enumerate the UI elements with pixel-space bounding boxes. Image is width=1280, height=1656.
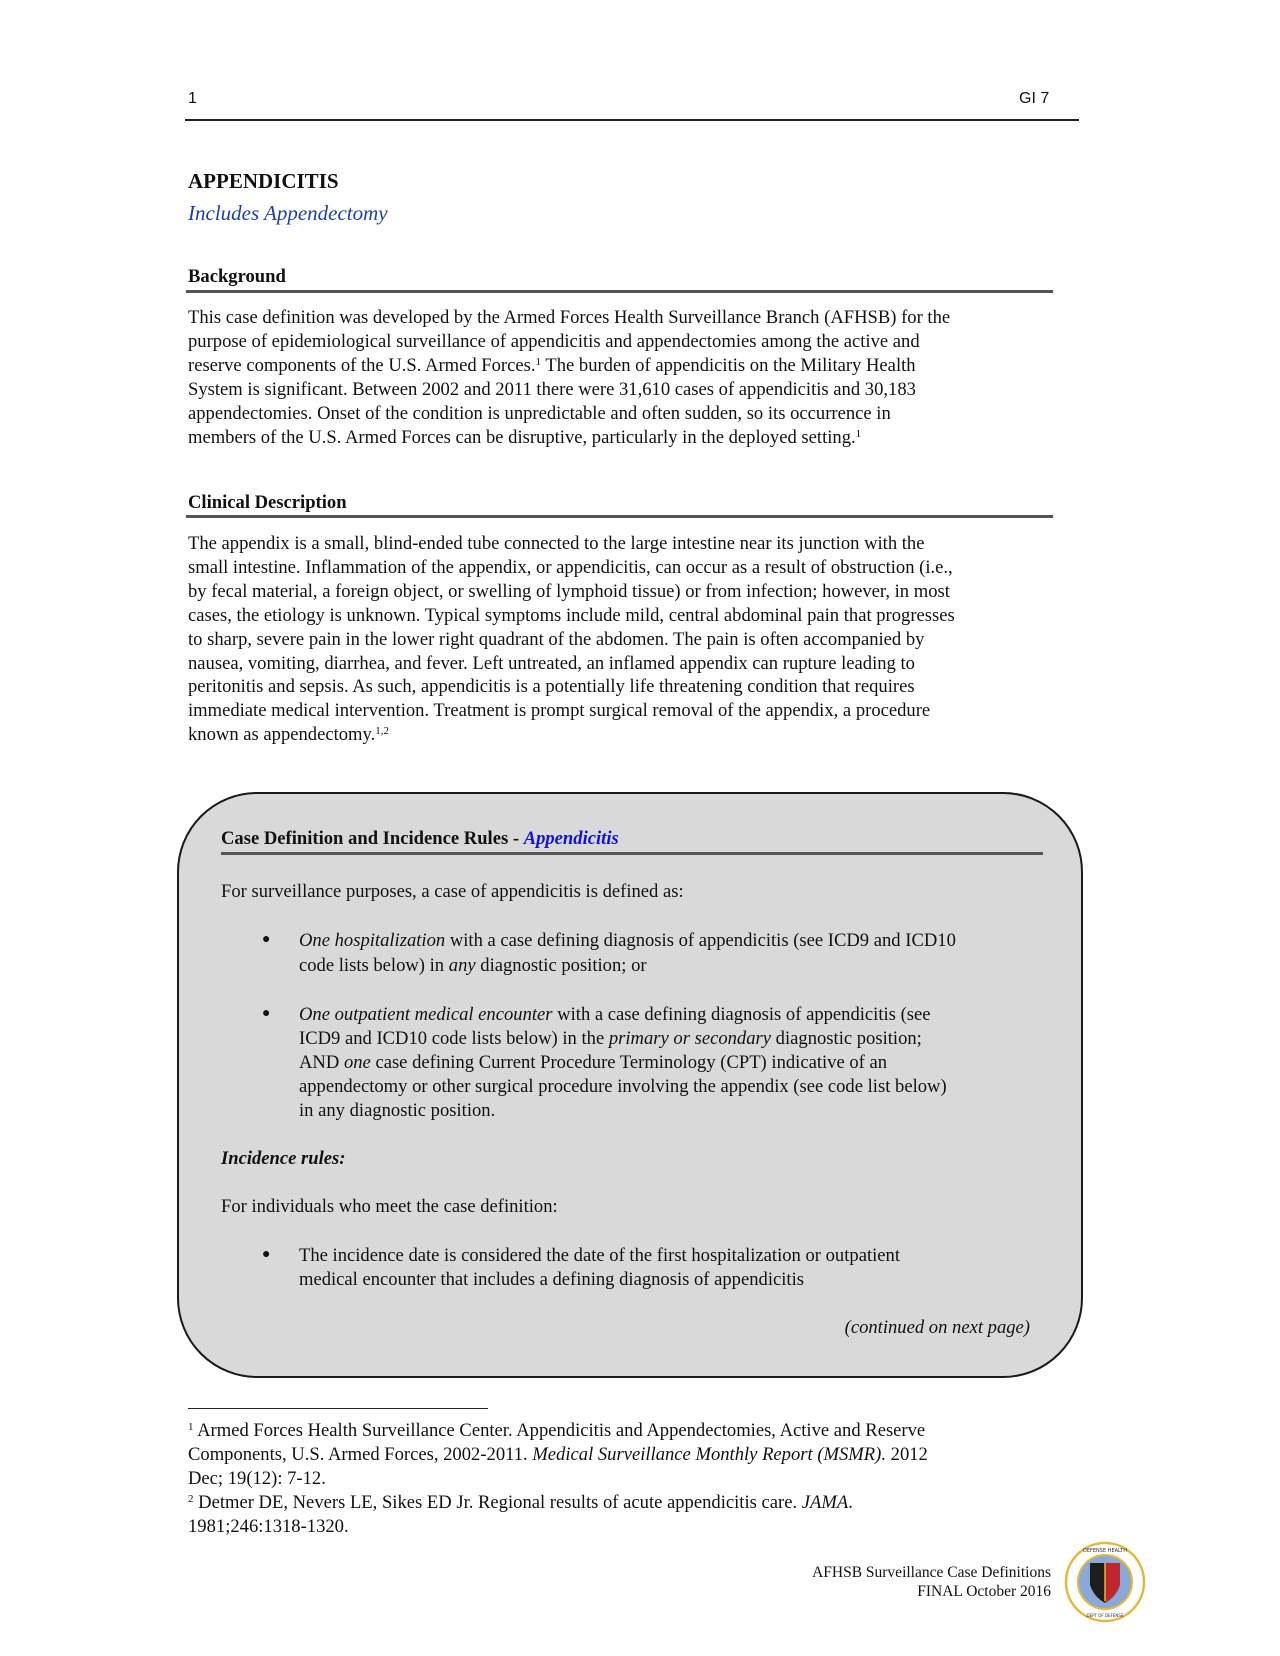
citation-marker: 1 [855,427,862,440]
case-box-heading-text: Case Definition and Incidence Rules - [221,828,524,849]
header-rule [185,119,1079,121]
footnote-rule [188,1408,488,1409]
text: code lists below) in [299,955,449,976]
footnote-1-line1 [188,1420,925,1442]
bullet-icon: ● [262,1006,271,1021]
footnote-2-line1 [188,1492,853,1514]
svg-text:DEFENSE HEALTH: DEFENSE HEALTH [1083,1548,1127,1554]
incidence-intro: For individuals who meet the case definition: [221,1196,558,1217]
text: known as appendectomy. [188,724,376,746]
text: One outpatient medical encounter [299,1004,553,1025]
background-line: appendectomies. Onset of the condition is unpredictable and often sudden, so its occurrence in [188,402,891,424]
clinical-line [188,724,389,746]
footer-line2: FINAL October 2016 [917,1583,1051,1600]
text: Detmer DE, Nevers LE, Sikes ED Jr. Regional results of acute appendicitis care. [193,1492,802,1513]
text: members of the U.S. Armed Forces can be disruptive, particularly in the deployed setting. [188,426,856,448]
footnote-2-line2: 1981;246:1318-1320. [188,1516,349,1537]
clinical-line: The appendix is a small, blind-ended tube connected to the large intestine near its junction with the [188,533,925,554]
bullet3-line1: The incidence date is considered the date of the first hospitalization or outpatient [299,1245,900,1266]
bullet3-line2: medical encounter that includes a defining diagnosis of appendicitis [299,1269,804,1290]
bullet1-line2 [299,955,647,977]
section-code: GI 7 [1019,90,1050,107]
citation-marker: 1,2 [375,725,390,738]
text: One hospitalization [299,930,446,951]
clinical-line: cases, the etiology is unknown. Typical symptoms include mild, central abdominal pain that progresses [188,604,955,626]
background-line: This case definition was developed by the Armed Forces Health Surveillance Branch (AFHSB) for the [188,307,951,328]
clinical-line: peritonitis and sepsis. As such, appendicitis is a potentially life threatening condition that requires [188,676,915,698]
bullet-icon: ● [262,932,271,947]
clinical-line: small intestine. Inflammation of the appendix, or appendicitis, can occur as a result of obstruction (i.e., [188,556,953,578]
bullet2-line2 [299,1028,922,1050]
footnote-1-line3: Dec; 19(12): 7-12. [188,1468,326,1489]
appendicitis-link[interactable]: Appendicitis [523,828,619,849]
background-line [188,427,861,449]
defense-health-agency-seal-logo [1064,1541,1146,1623]
footnote-1-line2 [188,1444,928,1466]
case-box-heading [221,828,619,850]
bullet-icon: ● [262,1247,271,1262]
incidence-heading: Incidence rules: [221,1148,346,1169]
background-line: System is significant. Between 2002 and 2011 there were 31,610 cases of appendicitis and 30,183 [188,378,916,400]
clinical-rule [186,515,1053,518]
citation-marker: 1 [535,355,542,368]
text: Medical Surveillance Monthly Report (MSMR). [532,1444,886,1465]
text: case defining Current Procedure Terminology (CPT) indicative of an [370,1052,888,1073]
text: diagnostic position; or [475,955,647,976]
footnote-marker: 2 [188,1493,194,1505]
bullet2-line5: in any diagnostic position. [299,1100,496,1121]
page-number: 1 [188,90,197,107]
text: The burden of appendicitis on the Military Health [541,354,916,376]
text: any [448,955,476,976]
bullet1-line1 [299,930,956,952]
clinical-line: by fecal material, a foreign object, or swelling of lymphoid tissue) or from infection; however, in most [188,580,950,602]
text: JAMA [801,1492,849,1513]
footnote-marker: 1 [188,1421,194,1433]
text: reserve components of the U.S. Armed Forces. [188,354,536,376]
text: with a case defining diagnosis of appendicitis (see ICD9 and ICD10 [445,930,956,951]
continued-note: (continued on next page) [844,1317,1030,1338]
clinical-line: nausea, vomiting, diarrhea, and fever. Left untreated, an inflamed appendix can rupture leading to [188,652,915,674]
text: one [343,1052,371,1073]
page-title: APPENDICITIS [188,169,339,193]
bullet2-line3 [299,1052,887,1074]
svg-text:DEPT OF DEFENSE: DEPT OF DEFENSE [1086,1613,1124,1618]
case-intro: For surveillance purposes, a case of appendicitis is defined as: [221,881,684,902]
background-rule [186,290,1053,293]
background-line: purpose of epidemiological surveillance of appendicitis and appendectomies among the active and [188,330,920,352]
clinical-heading: Clinical Description [188,492,347,513]
page-subtitle: Includes Appendectomy [188,201,388,225]
text: Components, U.S. Armed Forces, 2002-2011. [188,1444,533,1465]
text: ICD9 and ICD10 code lists below) in the [299,1028,609,1049]
text: primary or secondary [608,1028,772,1049]
bullet2-line4: appendectomy or other surgical procedure involving the appendix (see code list below) [299,1076,947,1097]
text: diagnostic position; [771,1028,922,1049]
background-heading: Background [188,266,286,287]
text: 2012 [886,1444,928,1465]
text: Armed Forces Health Surveillance Center. Appendicitis and Appendectomies, Active and Reserve [193,1420,926,1441]
text: with a case defining diagnosis of appendicitis (see [552,1004,931,1025]
background-line [188,355,916,377]
footer-line1: AFHSB Surveillance Case Definitions [812,1564,1051,1581]
clinical-line: to sharp, severe pain in the lower right quadrant of the abdomen. The pain is often accompanied by [188,628,925,650]
bullet2-line1 [299,1004,931,1026]
text: AND [299,1052,344,1073]
case-box-rule [221,852,1043,855]
clinical-line: immediate medical intervention. Treatment is prompt surgical removal of the appendix, a procedure [188,700,931,722]
text: . [848,1492,853,1513]
